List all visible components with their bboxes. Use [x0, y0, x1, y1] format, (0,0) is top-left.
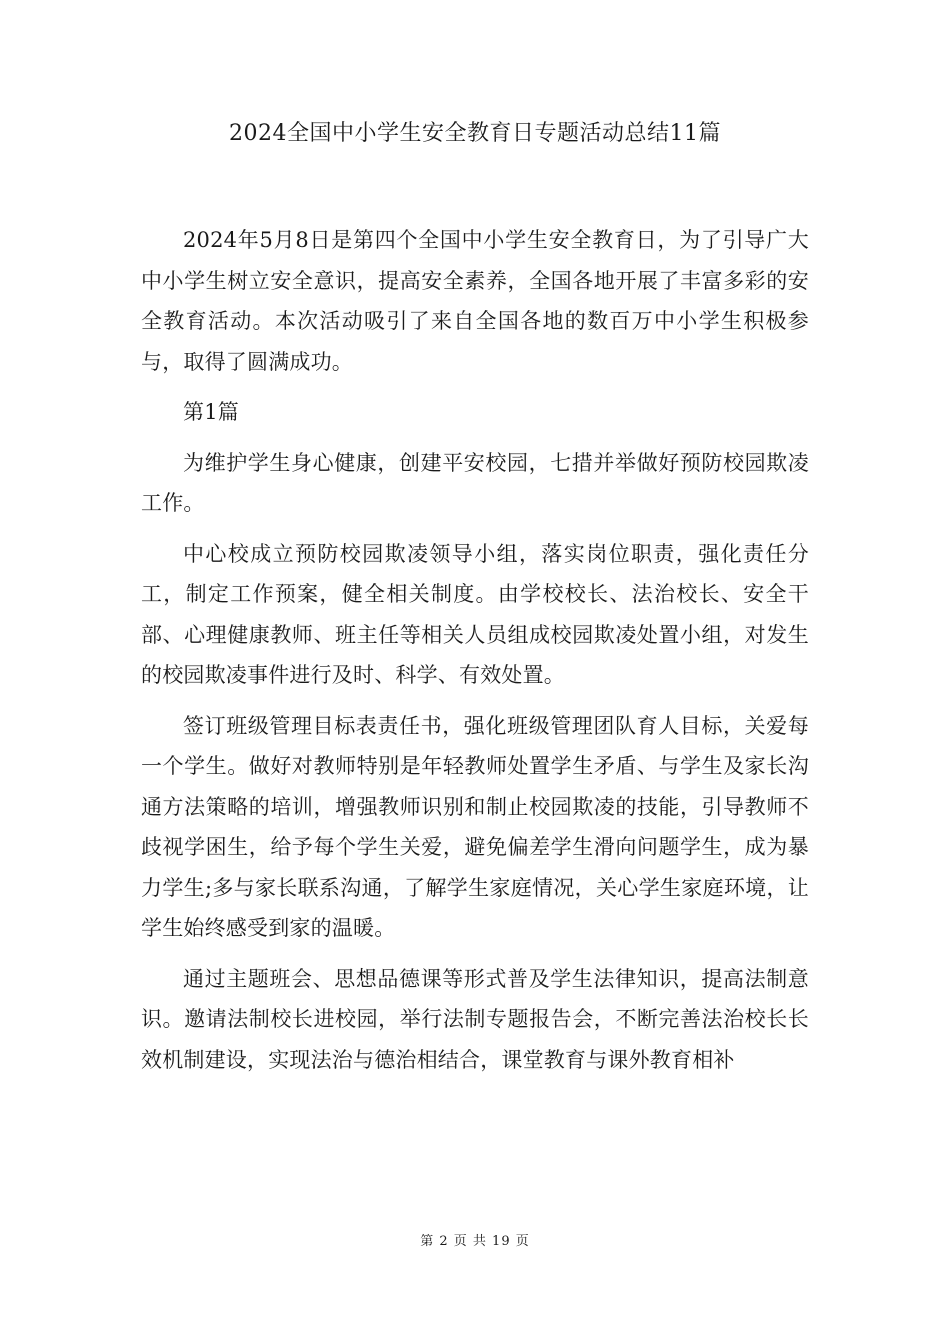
document-title: 2024全国中小学生安全教育日专题活动总结11篇	[229, 121, 721, 146]
paragraph: 签订班级管理目标表责任书，强化班级管理团队育人目标，关爱每一个学生。做好对教师特别是年轻教师处置学生矛盾、与学生及家长沟通方法策略的培训，增强教师识别和制止校园欺凌的技能，引导教师不歧视学困生，给予每个学生关爱，避免偏差学生滑向问题学生，成为暴力学生;多与家长联系沟通，了解学生家庭情况，关心学生家庭环境，让学生始终感受到家的温暖。	[141, 713, 809, 940]
paragraph-intro: 2024年5月8日是第四个全国中小学生安全教育日，为了引导广大中小学生树立安全意识，提高安全素养，全国各地开展了丰富多彩的安全教育活动。本次活动吸引了来自全国各地的数百万中小学生积极参与，取得了圆满成功。	[141, 228, 809, 374]
paragraph: 通过主题班会、思想品德课等形式普及学生法律知识，提高法制意识。邀请法制校长进校园，举行法制专题报告会，不断完善法治校长长效机制建设，实现法治与德治相结合，课堂教育与课外教育相补	[141, 966, 809, 1072]
document-body	[141, 220, 809, 1080]
page-number: 第 2 页 共 19 页	[420, 1234, 530, 1249]
paragraph: 中心校成立预防校园欺凌领导小组，落实岗位职责，强化责任分工，制定工作预案，健全相关制度。由学校校长、法治校长、安全干部、心理健康教师、班主任等相关人员组成校园欺凌处置小组，对发生的校园欺凌事件进行及时、科学、有效处置。	[141, 541, 809, 687]
paragraph: 为维护学生身心健康，创建平安校园，七措并举做好预防校园欺凌工作。	[141, 450, 809, 515]
section-heading: 第1篇	[183, 400, 239, 424]
